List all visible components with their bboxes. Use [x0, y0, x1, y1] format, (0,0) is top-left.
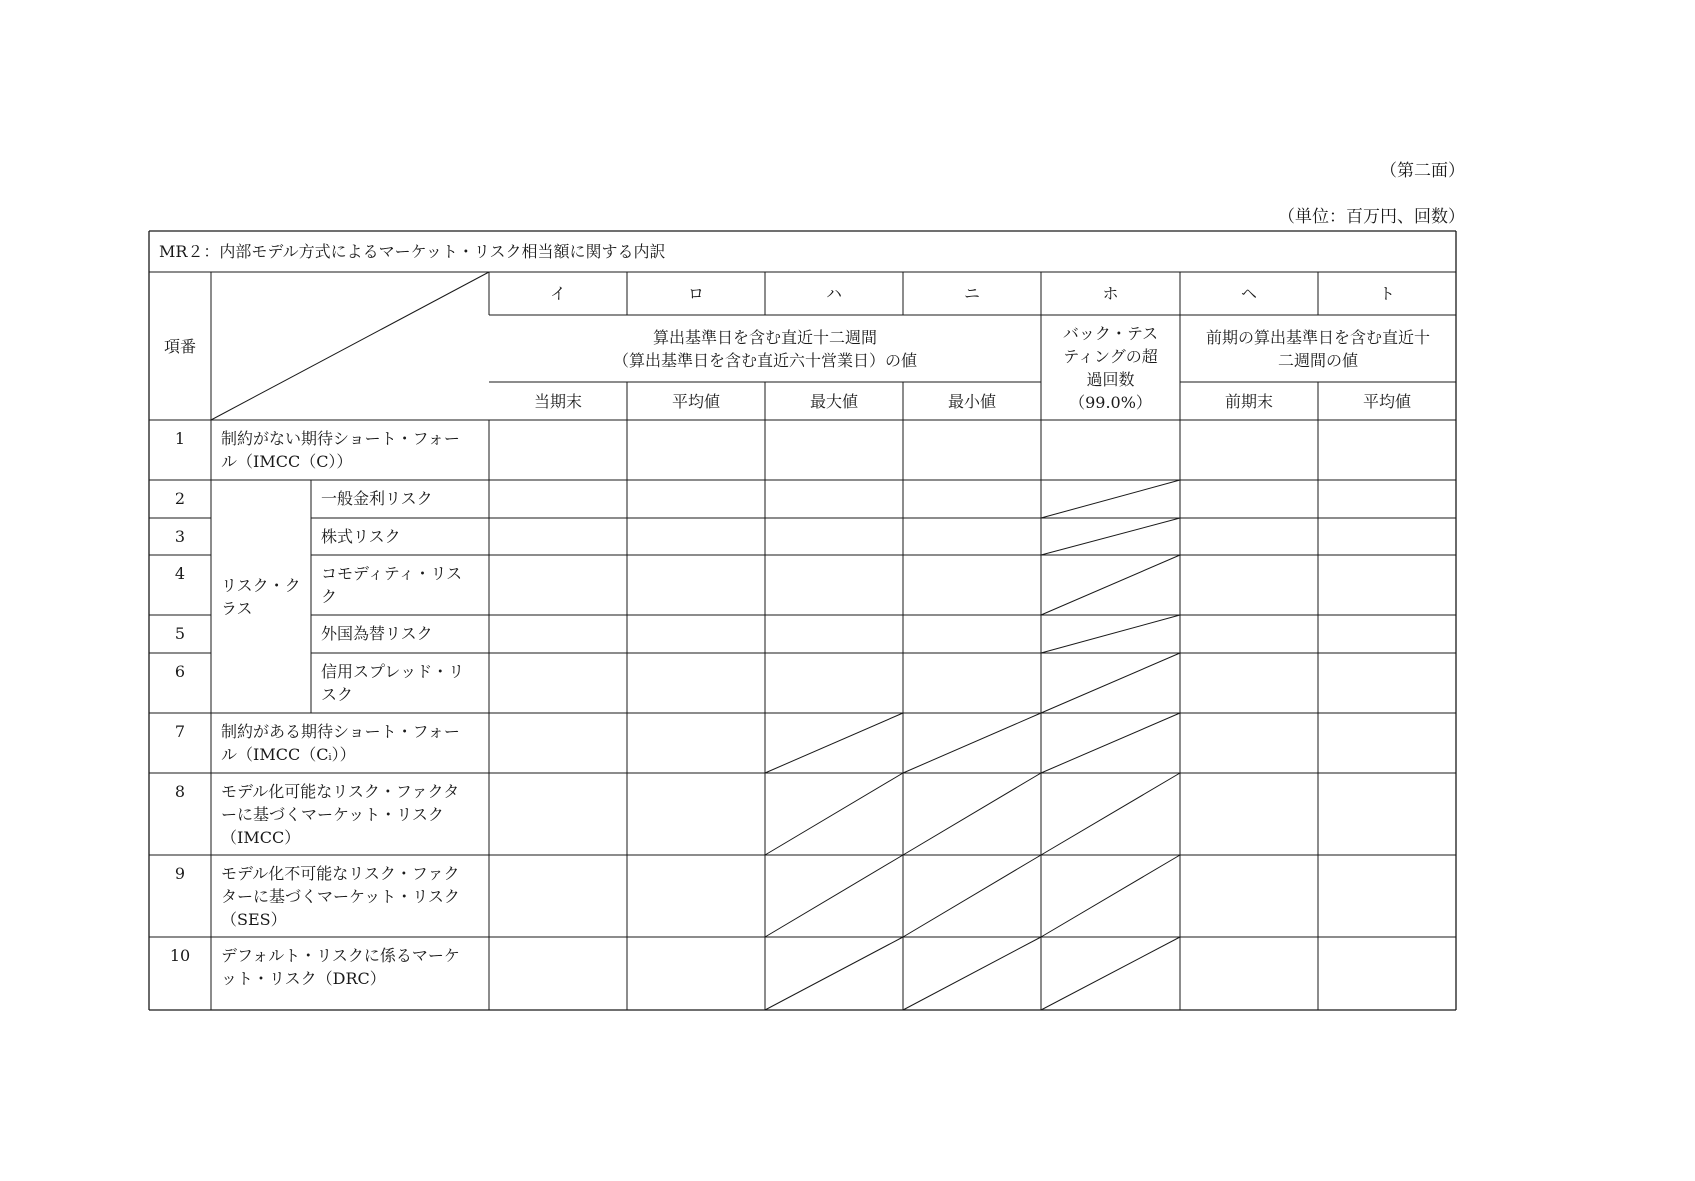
row-number: 1 — [174, 429, 186, 448]
na-diagonal — [1041, 518, 1180, 555]
na-diagonal — [1041, 713, 1180, 773]
na-diagonal — [903, 713, 1041, 773]
unit-label: （単位：百万円、回数） — [1278, 207, 1465, 227]
row-label: 株式リスク — [321, 527, 401, 546]
sub-header: 前期末 — [1224, 391, 1273, 411]
na-diagonal — [1041, 615, 1180, 653]
item-number-header: 項番 — [163, 336, 196, 356]
row-label: 信用スプレッド・リ スク — [321, 662, 465, 704]
row-label: モデル化不可能なリスク・ファク ターに基づくマーケット・リスク （SES） — [221, 864, 460, 929]
na-diagonal — [903, 937, 1041, 1010]
group-header-previous: 前期の算出基準日を含む直近十 二週間の値 — [1205, 327, 1430, 370]
column-letter: ト — [1378, 284, 1395, 303]
group-header-backtest: バック・テス ティングの超 過回数 （99.0%） — [1062, 323, 1159, 412]
header-diagonal — [211, 272, 489, 420]
na-diagonal — [1041, 773, 1180, 855]
row-number: 4 — [174, 564, 186, 583]
row-number: 6 — [174, 662, 186, 681]
row-number: 7 — [174, 722, 186, 741]
na-diagonal — [765, 713, 903, 773]
na-diagonal — [903, 855, 1041, 937]
row-label: コモディティ・リス ク — [321, 564, 463, 606]
column-letter: ホ — [1102, 284, 1119, 303]
column-letter: ヘ — [1240, 284, 1257, 303]
row-label: 外国為替リスク — [321, 624, 433, 643]
sub-header: 当期末 — [533, 391, 582, 411]
page-label: （第二面） — [1380, 161, 1465, 181]
na-diagonal — [1041, 937, 1180, 1010]
na-diagonal — [1041, 555, 1180, 615]
row-label: 制約がある期待ショート・フォー ル（IMCC（Cᵢ）） — [221, 722, 460, 764]
row-number: 3 — [174, 527, 186, 546]
sub-header: 平均値 — [671, 391, 720, 411]
row-number: 10 — [169, 946, 191, 965]
na-diagonal — [765, 937, 903, 1010]
na-diagonal — [1041, 653, 1180, 713]
row-number: 9 — [174, 864, 186, 883]
column-letter: ニ — [963, 284, 980, 303]
row-label: モデル化可能なリスク・ファクタ ーに基づくマーケット・リスク （IMCC） — [221, 782, 460, 847]
row-label: 一般金利リスク — [321, 489, 433, 508]
na-diagonal — [1041, 855, 1180, 937]
column-letter: イ — [549, 284, 566, 303]
risk-class-label: リスク・ク ラス — [221, 575, 301, 618]
na-diagonal — [765, 773, 903, 855]
column-letter: ロ — [687, 284, 704, 303]
row-number: 2 — [174, 489, 186, 508]
row-label: 制約がない期待ショート・フォー ル（IMCC（C）） — [221, 429, 460, 471]
row-number: 5 — [174, 624, 186, 643]
sub-header: 最大値 — [809, 391, 858, 411]
sub-header: 平均値 — [1362, 391, 1411, 411]
na-diagonal — [1041, 480, 1180, 518]
na-diagonal — [765, 855, 903, 937]
row-label: デフォルト・リスクに係るマーケ ット・リスク（DRC） — [221, 946, 460, 988]
table-title: MR２：内部モデル方式によるマーケット・リスク相当額に関する内訳 — [159, 242, 666, 261]
sub-header: 最小値 — [947, 391, 996, 411]
row-number: 8 — [174, 782, 186, 801]
group-header-current: 算出基準日を含む直近十二週間 （算出基準日を含む直近六十営業日）の値 — [612, 327, 917, 370]
column-letter: ハ — [825, 284, 842, 303]
na-diagonal — [903, 773, 1041, 855]
